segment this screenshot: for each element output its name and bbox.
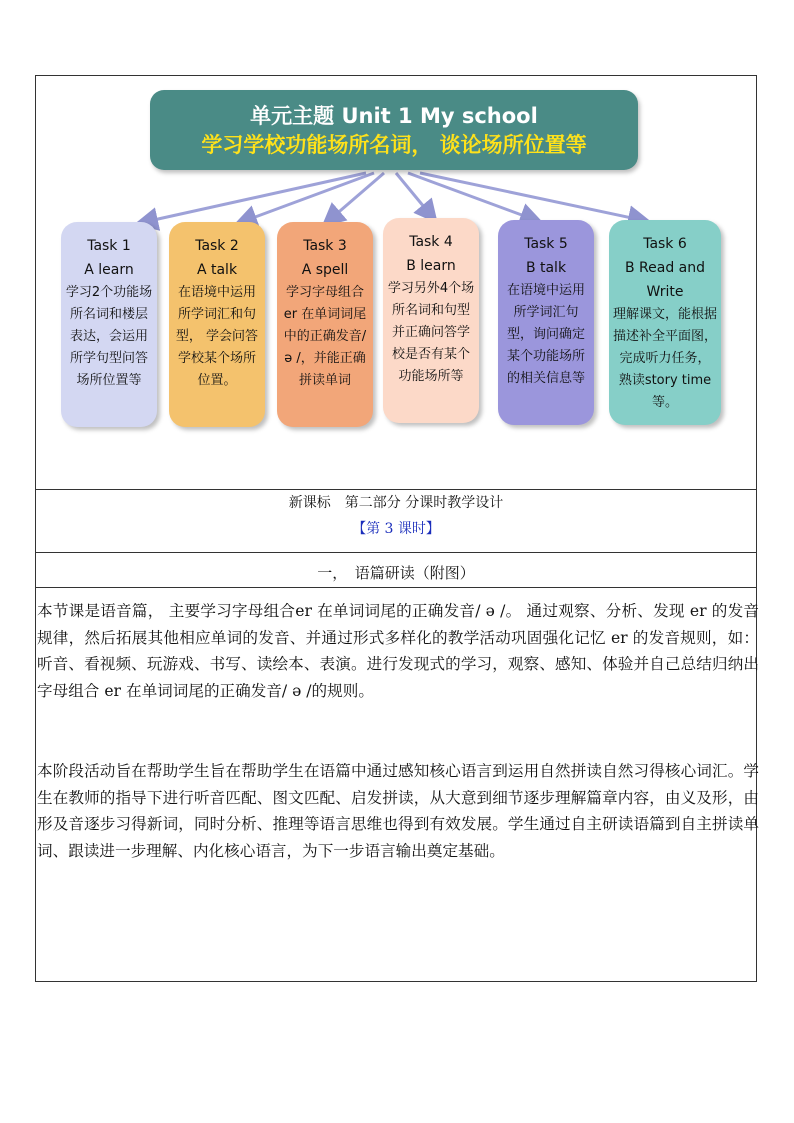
task-subtitle: B Read and Write (624, 260, 706, 300)
task-card-5 (498, 220, 594, 425)
paragraph-1: 本节课是语音篇， 主要学习字母组合er 在单词词尾的正确发音/ ə /。 通过观察、分析、发现 er 的发音规律，然后拓展其他相应单词的发音、并通过形式多样化的教学活动巩固强化记忆 er 的发音规则，如：听音、看视频、玩游戏、书写、读绘本、表演。进行发现式的学习，观察、感知、体验并自己总结归纳出字母组合 er 在单词词尾的正确发音/ ə /的规则。 (37, 602, 759, 700)
task-card-6 (609, 220, 721, 425)
unit-theme-subtitle: 学习学校功能场所名词， 谈论场所位置等 (201, 133, 587, 157)
task-subtitle: B learn (406, 258, 456, 274)
task-card-1 (61, 222, 157, 427)
unit-theme-title: 单元主题 Unit 1 My school (250, 104, 538, 128)
task-card-4 (383, 218, 479, 423)
task-title: Task 1 (87, 238, 131, 254)
row-divider (36, 587, 756, 588)
task-subtitle: A spell (301, 262, 349, 278)
task-title: Task 5 (524, 236, 568, 252)
paragraph-2: 本阶段活动旨在帮助学生旨在帮助学生在语篇中通过感知核心语言到运用自然拼读自然习得核心词汇。学生在教师的指导下进行听音匹配、图文匹配、启发拼读，从大意到细节逐步理解篇章内容，由义及形，由形及音逐步习得新词，同时分析、推理等语言思维也得到有效发展。学生通过自主研读语篇到自主拼读单词、跟读进一步理解、内化核心语言，为下一步语言输出奠定基础。 (37, 762, 759, 860)
row-divider (36, 552, 756, 553)
task-title: Task 3 (303, 238, 347, 254)
arrow-task-5 (408, 173, 538, 221)
lesson-number: 【第 3 课时】 (352, 521, 440, 537)
task-card-3 (277, 222, 373, 427)
task-description: 学习另外4个场所名词和句型并正确问答学校是否有某个功能场所等 (387, 281, 475, 384)
task-title: Task 2 (195, 238, 239, 254)
section-heading: 一， 语篇研读（附图） (317, 564, 475, 582)
task-title: Task 6 (643, 236, 687, 252)
lesson-table (35, 75, 757, 982)
task-description: 在语境中运用所学词汇和句型， 学会问答学校某个场所位置。 (175, 285, 259, 388)
task-description: 学习字母组合er 在单词词尾中的正确发音/ ə /，并能正确拼读单词 (283, 285, 367, 388)
task-title: Task 4 (409, 234, 453, 250)
unit-theme-banner (150, 90, 638, 170)
arrow-task-6 (420, 173, 646, 221)
task-subtitle: A talk (196, 262, 238, 278)
section-header (36, 490, 756, 542)
task-card-2 (169, 222, 265, 427)
task-description: 理解课文，能根据描述补全平面图， 完成听力任务， 熟读story time等。 (613, 307, 718, 410)
task-subtitle: B talk (525, 260, 567, 276)
task-description: 在语境中运用所学词汇句型，询问确定某个功能场所的相关信息等 (506, 283, 585, 386)
arrow-task-1 (140, 173, 366, 223)
section-title: 新课标 第二部分 分课时教学设计 (288, 495, 504, 511)
task-subtitle: A learn (84, 262, 134, 278)
task-description: 学习2个功能场所名词和楼层表达，会运用所学句型问答场所位置等 (65, 285, 153, 388)
